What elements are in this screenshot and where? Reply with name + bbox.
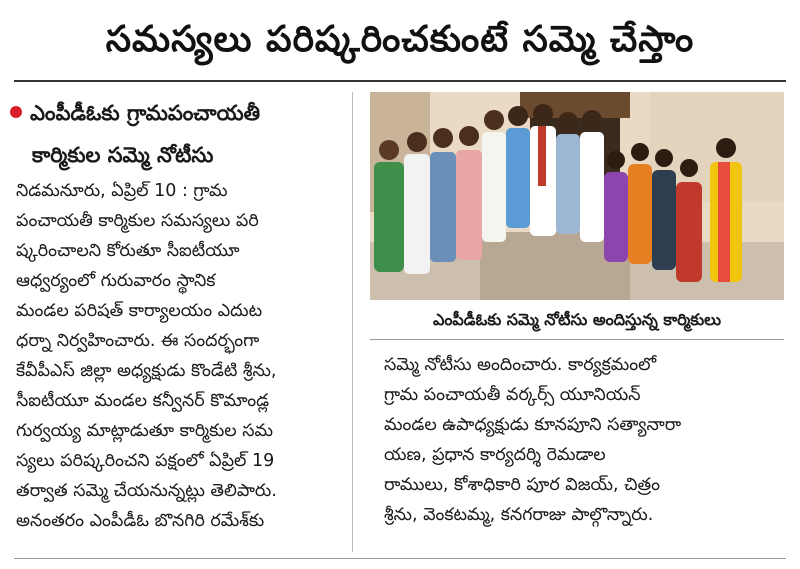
body-line: గుర్వయ్య మాట్లాడుతూ కార్మికుల సమ <box>16 421 274 441</box>
body-line: రాములు, కోశాధికారి పూర విజయ్, చిత్రం <box>384 475 661 495</box>
column-divider <box>352 92 353 552</box>
body-line: నిడమనూరు, ఏప్రిల్ 10 : గ్రామ <box>16 181 228 201</box>
body-line: సీఐటీయూ మండల కన్వీనర్ కొమాండ్ల <box>16 391 270 411</box>
body-line: సమ్మె నోటీసు అందించారు. కార్యక్రమంలో <box>384 355 657 375</box>
headline: సమస్యలు పరిష్కరించకుంటే సమ్మె చేస్తాం <box>105 19 695 60</box>
article-body-right <box>384 350 784 530</box>
subheadline <box>10 92 345 176</box>
news-photo <box>370 92 784 300</box>
body-line: శ్రీను, వెంకటమ్మ, కనగరాజు పాల్గొన్నారు. <box>384 505 654 525</box>
subheadline-line1: ఎంపీడీఓకు గ్రామపంచాయతీ <box>30 101 261 125</box>
body-line: స్యలు పరిష్కరించని పక్షంలో ఏప్రిల్ 19 <box>16 451 275 471</box>
body-line: ఆధ్వర్యంలో గురువారం స్థానిక <box>16 271 216 291</box>
body-line: యణ, ప్రధాన కార్యదర్శి రెమడాల <box>384 445 606 465</box>
article-body-left <box>16 176 348 536</box>
subheadline-line2: కార్మికుల సమ్మె నోటీసు <box>32 143 214 167</box>
body-line: మండల పరిషత్ కార్యాలయం ఎదుట <box>16 301 263 321</box>
body-line: కేవీపీఎస్ జిల్లా అధ్యక్షుడు కొండేటి శ్రీను, <box>16 361 277 381</box>
bottom-rule <box>14 558 786 559</box>
headline-rule <box>14 80 786 82</box>
subheadline-line1-row <box>10 92 345 134</box>
body-line: మండల ఉపాధ్యక్షుడు కూనపూని సత్యానారా <box>384 415 682 435</box>
body-line: అనంతరం ఎంపీడీఓ బొనగిరి రమేశ్‌కు <box>16 511 265 531</box>
body-line: గ్రామ పంచాయతీ వర్కర్స్ యూనియన్ <box>384 385 641 405</box>
body-line: తర్వాత సమ్మె చేయనున్నట్లు తెలిపారు. <box>16 481 277 501</box>
photo-caption: ఎంపీడీఓకు సమ్మె నోటీసు అందిస్తున్న కార్మికులు <box>370 300 784 340</box>
bullet-icon <box>10 106 22 118</box>
body-line: పంచాయతీ కార్మికుల సమస్యలు పరి <box>16 211 259 231</box>
body-line: ష్కరించాలని కోరుతూ సీఐటీయూ <box>16 241 240 261</box>
body-line: ధర్నా నిర్వహించారు. ఈ సందర్భంగా <box>16 331 260 351</box>
